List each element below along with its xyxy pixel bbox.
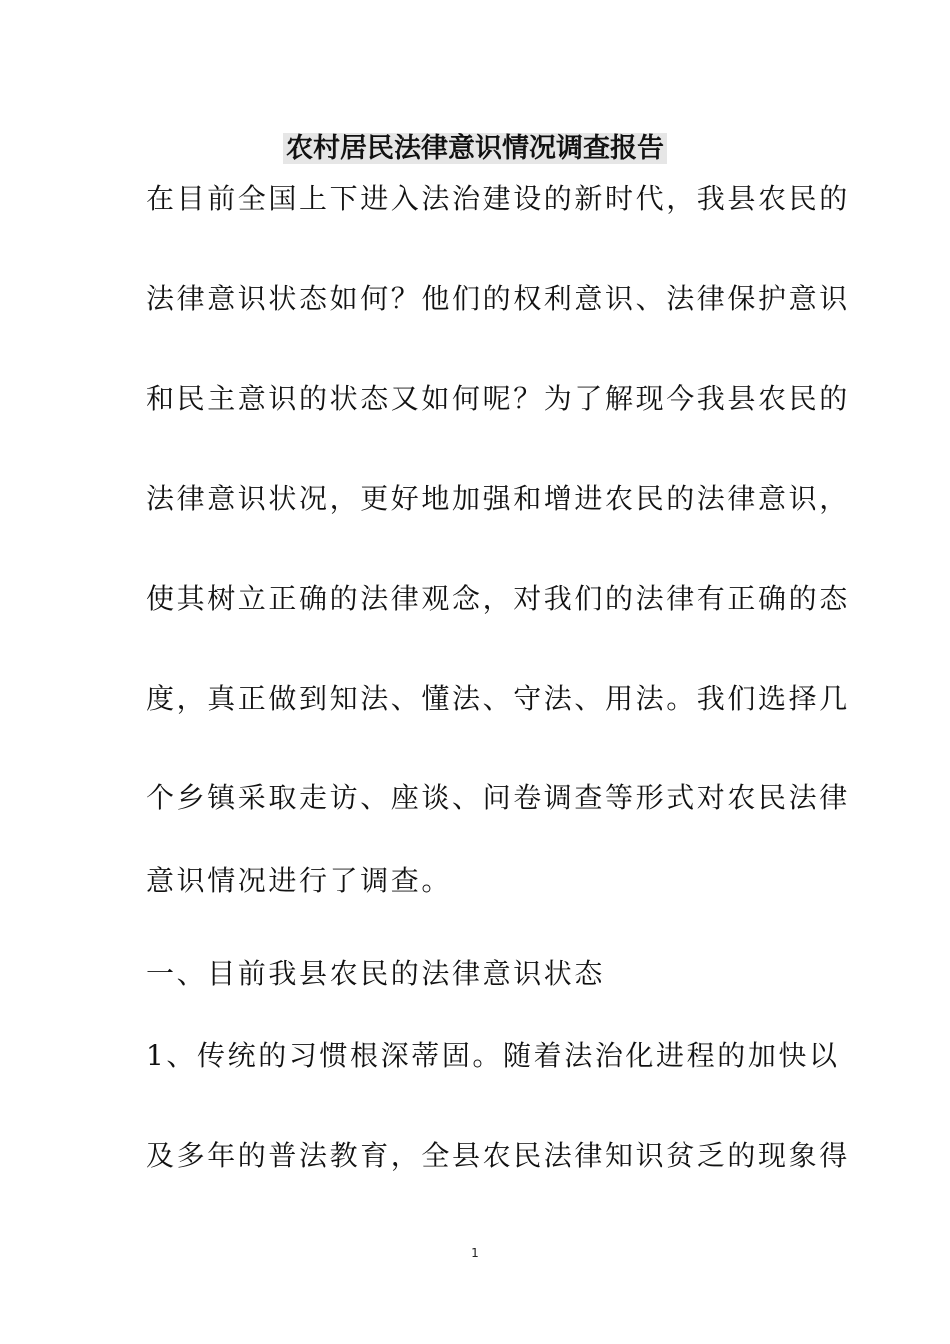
document-title-text: 农村居民法律意识情况调查报告: [283, 133, 667, 164]
paragraph-line: 及多年的普法教育，全县农民法律知识贫乏的现象得: [146, 1139, 850, 1172]
paragraph-line: 个乡镇采取走访、座谈、问卷调查等形式对农民法律: [146, 781, 850, 814]
section-heading: 一、目前我县农民的法律意识状态: [146, 957, 606, 990]
paragraph-line: 意识情况进行了调查。: [146, 864, 453, 897]
paragraph-line: 法律意识状态如何？他们的权利意识、法律保护意识: [146, 282, 850, 315]
paragraph-line: 1、传统的习惯根深蒂固。随着法治化进程的加快以: [146, 1039, 840, 1072]
paragraph-line: 使其树立正确的法律观念，对我们的法律有正确的态: [146, 582, 850, 615]
paragraph-line: 在目前全国上下进入法治建设的新时代，我县农民的: [146, 182, 850, 215]
paragraph-line: 法律意识状况，更好地加强和增进农民的法律意识，: [146, 482, 850, 515]
paragraph-line: 度，真正做到知法、懂法、守法、用法。我们选择几: [146, 682, 850, 715]
page-number: 1: [471, 1246, 479, 1260]
paragraph-line: 和民主意识的状态又如何呢？为了解现今我县农民的: [146, 382, 850, 415]
document-title: [0, 131, 950, 167]
